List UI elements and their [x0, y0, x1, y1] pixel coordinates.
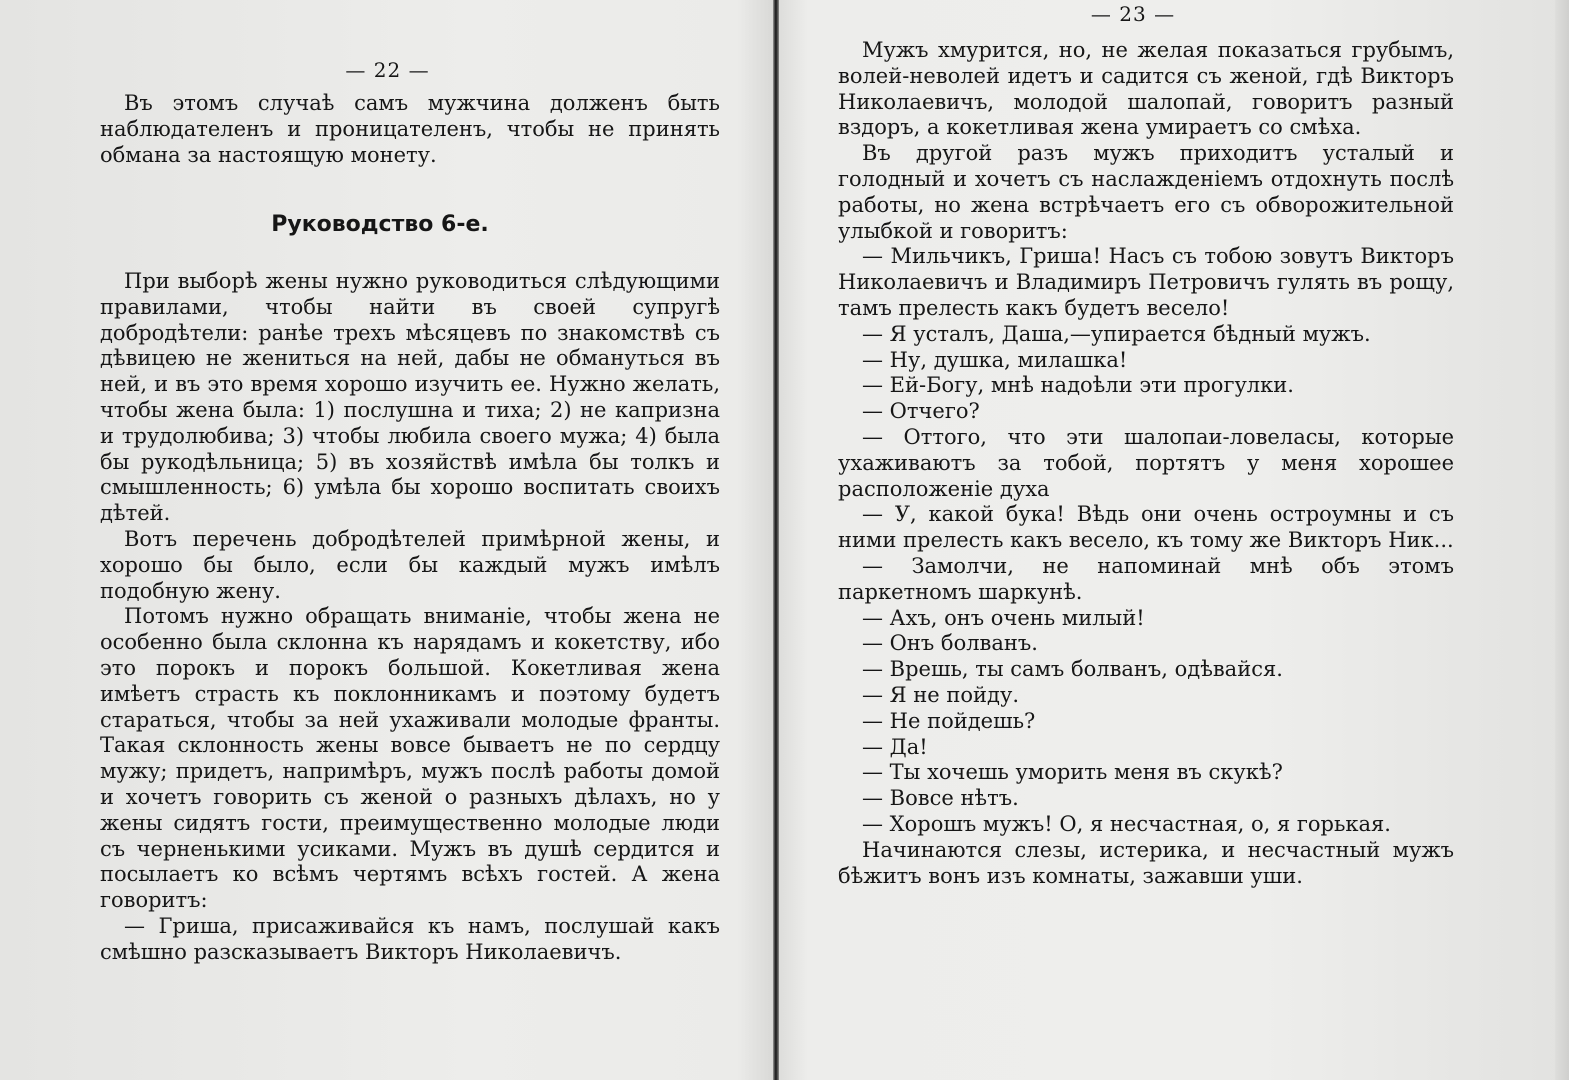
section-heading: Руководство 6-е. [271, 212, 489, 237]
dialogue-line: — Врешь, ты самъ болванъ, одѣвайся. [862, 657, 1283, 682]
paragraph: Начинаются слезы, истерика, и несчастный мужъ бѣжитъ вонъ изъ комнаты, зажавши уши. [838, 837, 1454, 888]
paragraph: При выборѣ жены нужно руководиться слѣдующими правилами, чтобы найти въ своей супругѣ добродѣтели: ранѣе трехъ мѣсяцевъ по знакомствѣ съ дѣвицею не жениться на ней, дабы не обмануться въ ней, и въ это время хорошо изучить ее. Нужно желать, чтобы жена была: 1) послушна и тиха; 2) не капризна и трудолюбива; 3) чтобы любила своего мужа; 4) была бы рукодѣльница; 5) въ хозяйствѣ имѣла бы толкъ и смышленность; 6) умѣла бы хорошо воспитать своихъ дѣтей. [100, 269, 720, 526]
paragraph: Потомъ нужно обращать вниманіе, чтобы жена не особенно была склонна къ нарядамъ и кокетству, ибо это порокъ и порокъ большой. Кокетливая жена имѣетъ страсть къ поклонникамъ и поэтому будетъ стараться, чтобы за ней ухаживали молодые франты. Такая склонность жены вовсе бываетъ не по сердцу мужу; придетъ, напримѣръ, мужъ послѣ работы домой и хочетъ говорить съ женой о разныхъ дѣлахъ, но у жены сидятъ гости, преимущественно молодые люди съ черненькими усиками. Мужъ въ душѣ сердится и посылаетъ ко всѣмъ чертямъ всѣхъ гостей. А жена говоритъ: [100, 604, 720, 913]
paragraph: Въ другой разъ мужъ приходитъ усталый и голодный и хочетъ съ наслажденіемъ отдохнуть послѣ работы, но жена встрѣчаетъ его съ обворожительной улыбкой и говоритъ: [838, 141, 1454, 243]
dialogue-line: — У, какой бука! Вѣдь они очень остроумны и съ ними прелесть какъ весело, къ тому же Викторъ Ник... [838, 502, 1454, 553]
right-page [838, 0, 1454, 1080]
page-edge [1555, 0, 1569, 1080]
intro-paragraph: Въ этомъ случаѣ самъ мужчина долженъ быть наблюдателенъ и проницателенъ, чтобы не принять обмана за настоящую монету. [100, 91, 720, 167]
dialogue-line: — Хорошъ мужъ! О, я несчастная, о, я горькая. [862, 811, 1391, 836]
dialogue-line: — Отчего? [862, 399, 980, 424]
dialogue-line: — Ну, душка, милашка! [862, 347, 1128, 372]
paragraph: Вотъ перечень добродѣтелей примѣрной жены, и хорошо бы было, если бы каждый мужъ имѣлъ подобную жену. [100, 526, 720, 603]
dialogue-line: — Да! [862, 734, 928, 759]
book-gutter [773, 0, 779, 1080]
left-body [100, 269, 720, 966]
left-intro-block [100, 91, 720, 168]
dialogue-line: — Гриша, присаживайся къ намъ, послушай какъ смѣшно разсказываетъ Викторъ Николаевичъ. [100, 913, 720, 964]
dialogue-line: — Вовсе нѣтъ. [862, 786, 1019, 811]
dialogue-line: — Не пойдешь? [862, 708, 1036, 733]
page-number-right: — 23 — [1090, 2, 1176, 26]
dialogue-line: — Онъ болванъ. [862, 631, 1038, 656]
dialogue-line: — Я не пойду. [862, 682, 1020, 707]
dialogue-line: — Мильчикъ, Гриша! Насъ съ тобою зовутъ Викторъ Николаевичъ и Владимиръ Петровичъ гулять въ рощу, тамъ прелесть какъ будетъ весело! [838, 244, 1454, 320]
dialogue-line: — Оттого, что эти шалопаи-ловеласы, которые ухаживаютъ за тобой, портятъ у меня хорошее расположеніе духа [838, 424, 1454, 501]
left-page [100, 0, 720, 1080]
right-body [838, 38, 1454, 889]
dialogue-line: — Ей-Богу, мнѣ надоѣли эти прогулки. [862, 373, 1294, 398]
dialogue-line: — Замолчи, не напоминай мнѣ объ этомъ паркетномъ шаркунѣ. [838, 553, 1454, 604]
page-number-left: — 22 — [345, 58, 430, 82]
dialogue-line: — Ты хочешь уморить меня въ скукѣ? [862, 760, 1283, 785]
dialogue-line: — Я усталъ, Даша,—упирается бѣдный мужъ. [862, 321, 1371, 346]
dialogue-line: — Ахъ, онъ очень милый! [862, 605, 1145, 630]
paragraph: Мужъ хмурится, но, не желая показаться грубымъ, волей-неволей идетъ и садится съ женой, гдѣ Викторъ Николаевичъ, молодой шалопай, говоритъ разный вздоръ, а кокетливая жена умираетъ со смѣха. [838, 38, 1454, 140]
